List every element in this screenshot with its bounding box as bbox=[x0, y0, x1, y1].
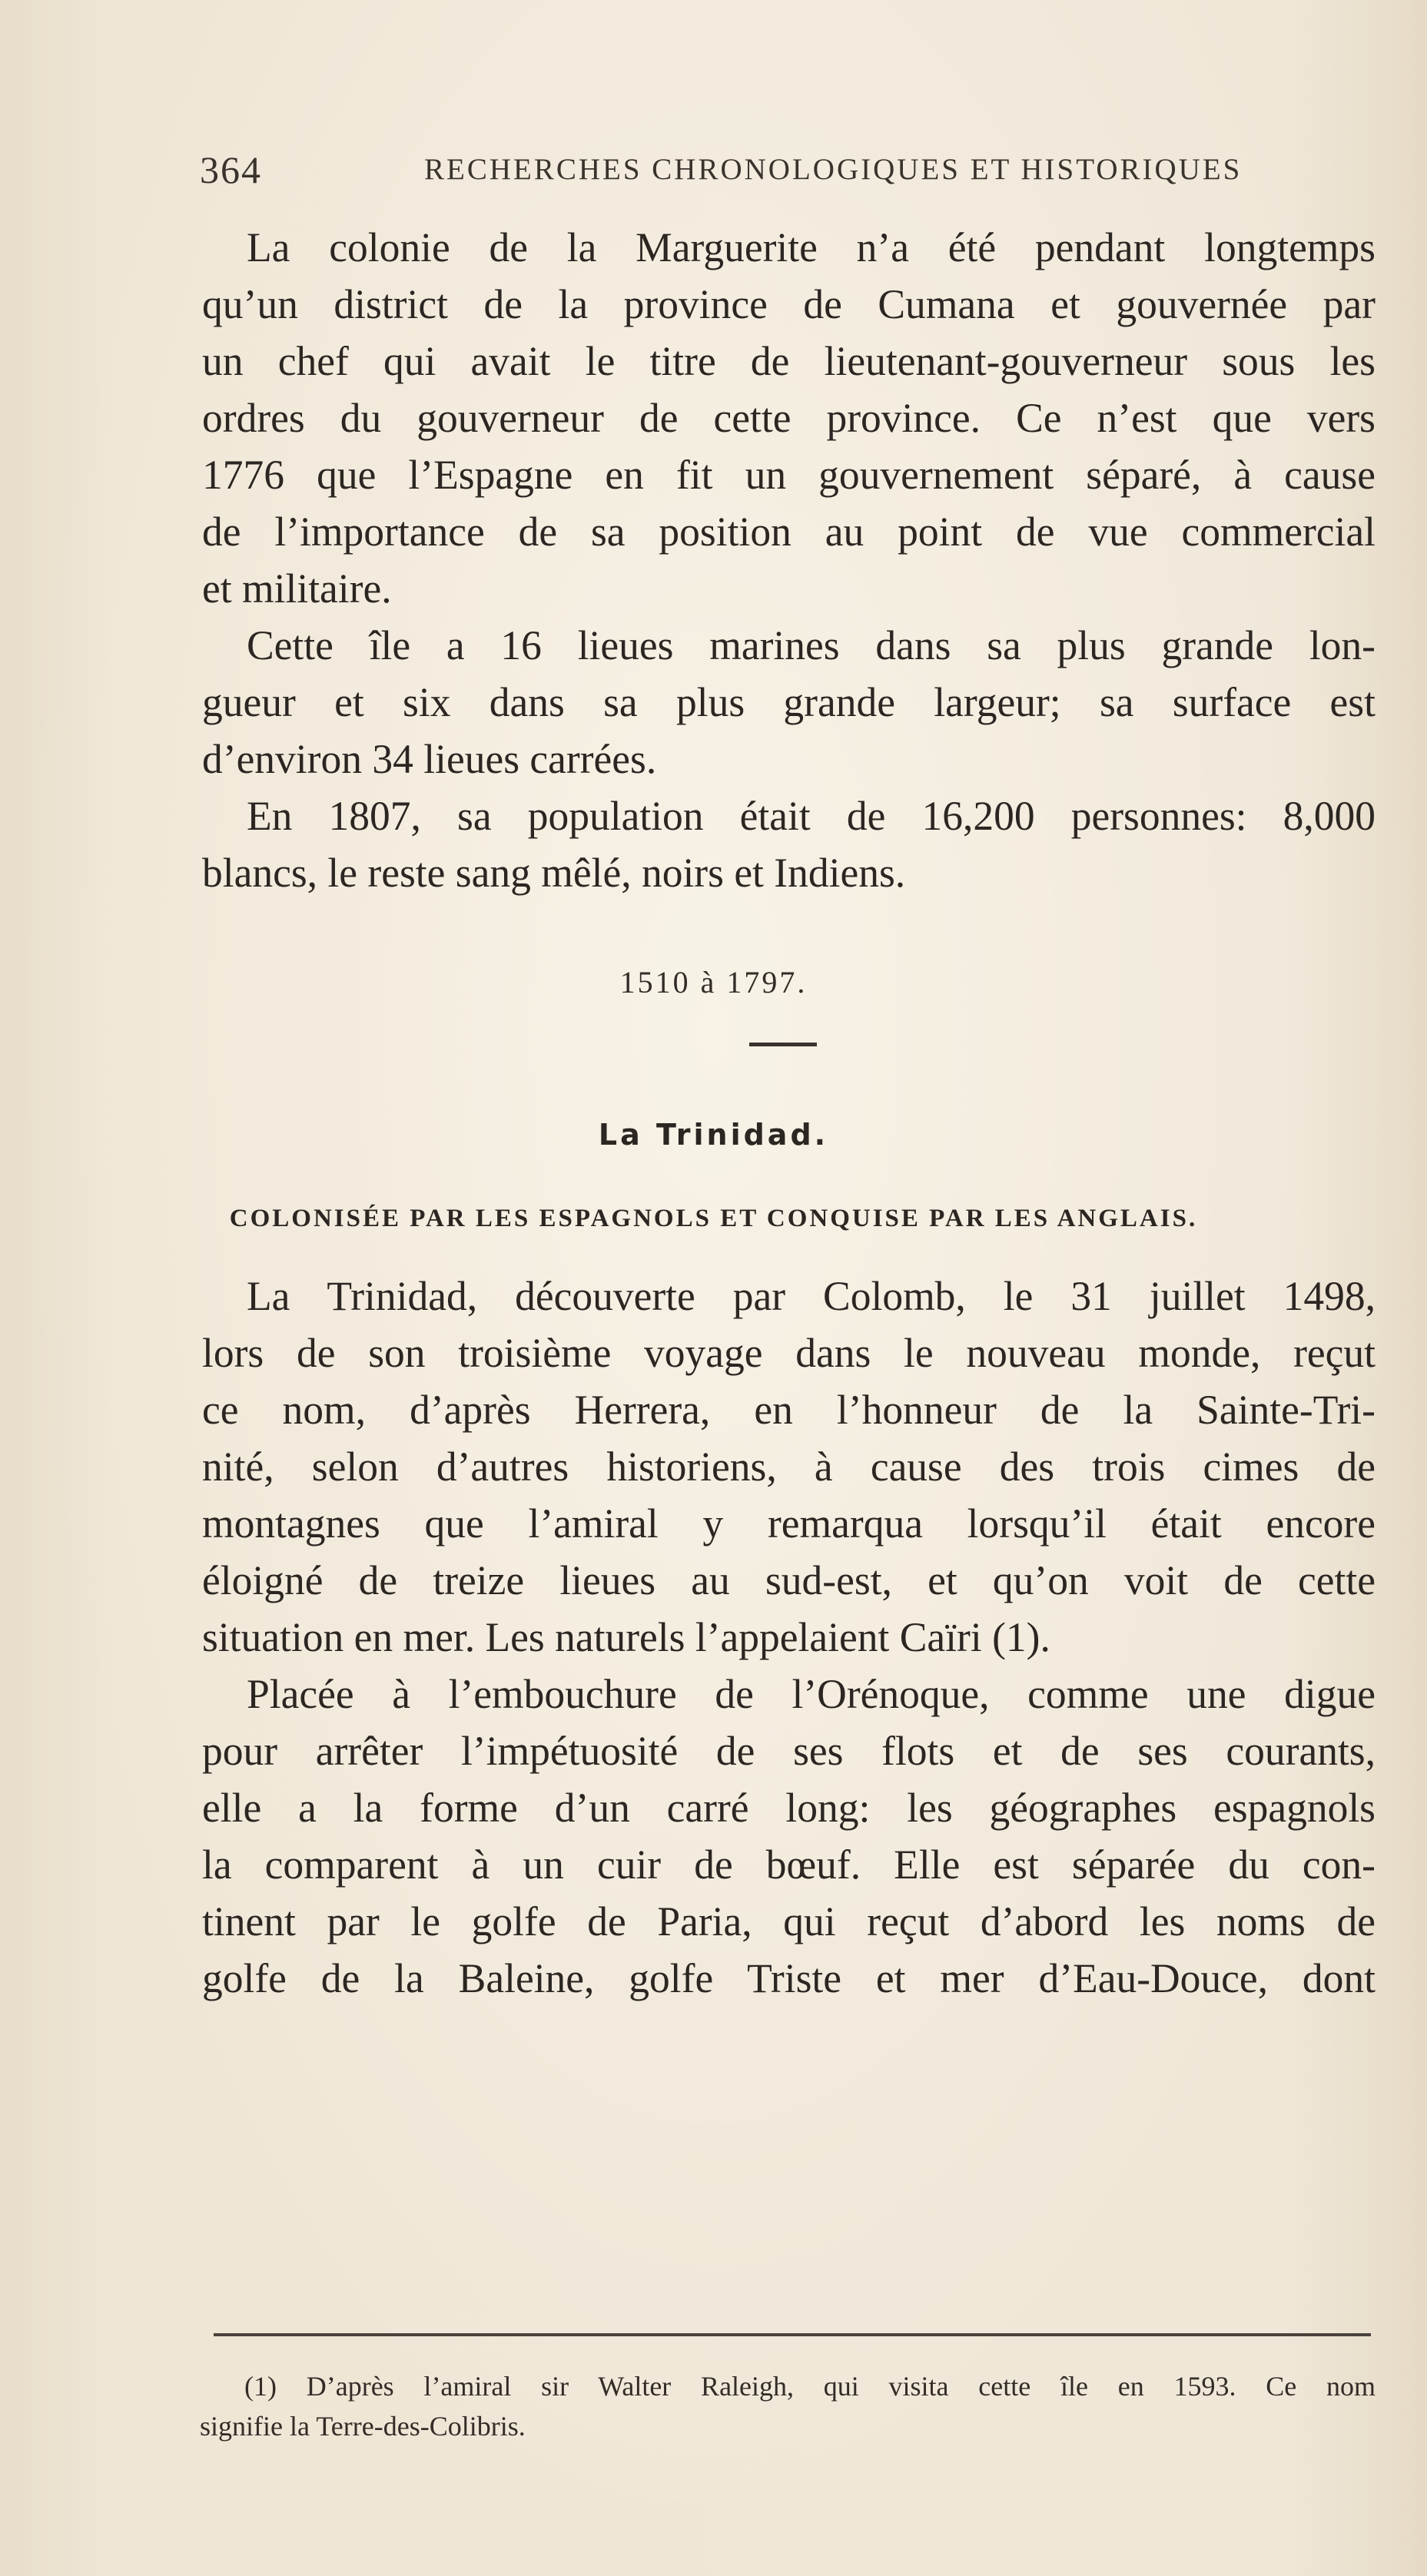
text-line: ce nom, d’après Herrera, en l’honneur de la Sainte-Tri- bbox=[202, 1387, 1376, 1433]
footnote-line: signifie la Terre-des-Colibris. bbox=[200, 2411, 526, 2442]
text-line: situation en mer. Les naturels l’appelaient Caïri (1). bbox=[202, 1614, 1050, 1660]
text-line: blancs, le reste sang mêlé, noirs et Indiens. bbox=[202, 850, 906, 896]
text-line: La colonie de la Marguerite n’a été pendant longtemps bbox=[247, 224, 1376, 270]
text-line: golfe de la Baleine, golfe Triste et mer d’Eau-Douce, dont bbox=[202, 1955, 1376, 2001]
text-block-bottom bbox=[202, 1268, 1376, 2007]
paragraph-population bbox=[202, 787, 1376, 901]
text-line: montagnes que l’amiral y remarqua lorsqu’il était encore bbox=[202, 1500, 1376, 1547]
paragraph-trinidad-geography bbox=[202, 1666, 1376, 2007]
running-head bbox=[200, 148, 1243, 201]
text-line: pour arrêter l’impétuosité de ses flots et de ses courants, bbox=[202, 1728, 1376, 1774]
section-subtitle: COLONISÉE PAR LES ESPAGNOLS ET CONQUISE PAR LES ANGLAIS. bbox=[229, 1205, 1198, 1232]
section-date-range: 1510 à 1797. bbox=[619, 965, 808, 1000]
text-line: En 1807, sa population était de 16,200 personnes: 8,000 bbox=[247, 793, 1376, 839]
footnote-line: (1) D’après l’amiral sir Walter Raleigh, qui visita cette île en 1593. Ce nom bbox=[244, 2371, 1376, 2402]
text-line: elle a la forme d’un carré long: les géographes espagnols bbox=[202, 1785, 1376, 1831]
text-line: 1776 que l’Espagne en fit un gouvernement séparé, à cause bbox=[202, 452, 1376, 498]
text-line: nité, selon d’autres historiens, à cause des trois cimes de bbox=[202, 1444, 1376, 1490]
text-line: la comparent à un cuir de bœuf. Elle est séparée du con- bbox=[202, 1842, 1376, 1888]
section-divider bbox=[749, 1043, 817, 1046]
text-line: de l’importance de sa position au point de vue commercial bbox=[202, 509, 1376, 555]
footnote bbox=[200, 2366, 1376, 2446]
paragraph-trinidad-discovery bbox=[202, 1268, 1376, 1666]
text-line: ordres du gouverneur de cette province. Ce n’est que vers bbox=[202, 395, 1376, 441]
footnote-separator bbox=[214, 2333, 1371, 2336]
text-line: Placée à l’embouchure de l’Orénoque, comme une digue bbox=[247, 1671, 1376, 1717]
text-line: tinent par le golfe de Paria, qui reçut d’abord les noms de bbox=[202, 1898, 1376, 1944]
text-line: qu’un district de la province de Cumana et gouvernée par bbox=[202, 281, 1376, 327]
text-line: et militaire. bbox=[202, 565, 392, 612]
text-line: un chef qui avait le titre de lieutenant-gouverneur sous les bbox=[202, 338, 1376, 384]
section-title: La Trinidad. bbox=[598, 1118, 829, 1152]
running-title: RECHERCHES CHRONOLOGIQUES ET HISTORIQUES bbox=[424, 153, 1243, 186]
text-block-top bbox=[202, 219, 1376, 901]
text-line: Cette île a 16 lieues marines dans sa plus grande lon- bbox=[247, 622, 1376, 668]
paragraph-island-size bbox=[202, 617, 1376, 787]
paragraph-marguerite-colony bbox=[202, 219, 1376, 617]
text-line: gueur et six dans sa plus grande largeur; sa surface est bbox=[202, 679, 1376, 725]
text-line: éloigné de treize lieues au sud-est, et qu’on voit de cette bbox=[202, 1557, 1376, 1603]
text-line: lors de son troisième voyage dans le nouveau monde, reçut bbox=[202, 1330, 1376, 1376]
text-line: La Trinidad, découverte par Colomb, le 31 juillet 1498, bbox=[247, 1273, 1376, 1319]
text-line: d’environ 34 lieues carrées. bbox=[202, 736, 657, 782]
page-number: 364 bbox=[200, 148, 262, 191]
